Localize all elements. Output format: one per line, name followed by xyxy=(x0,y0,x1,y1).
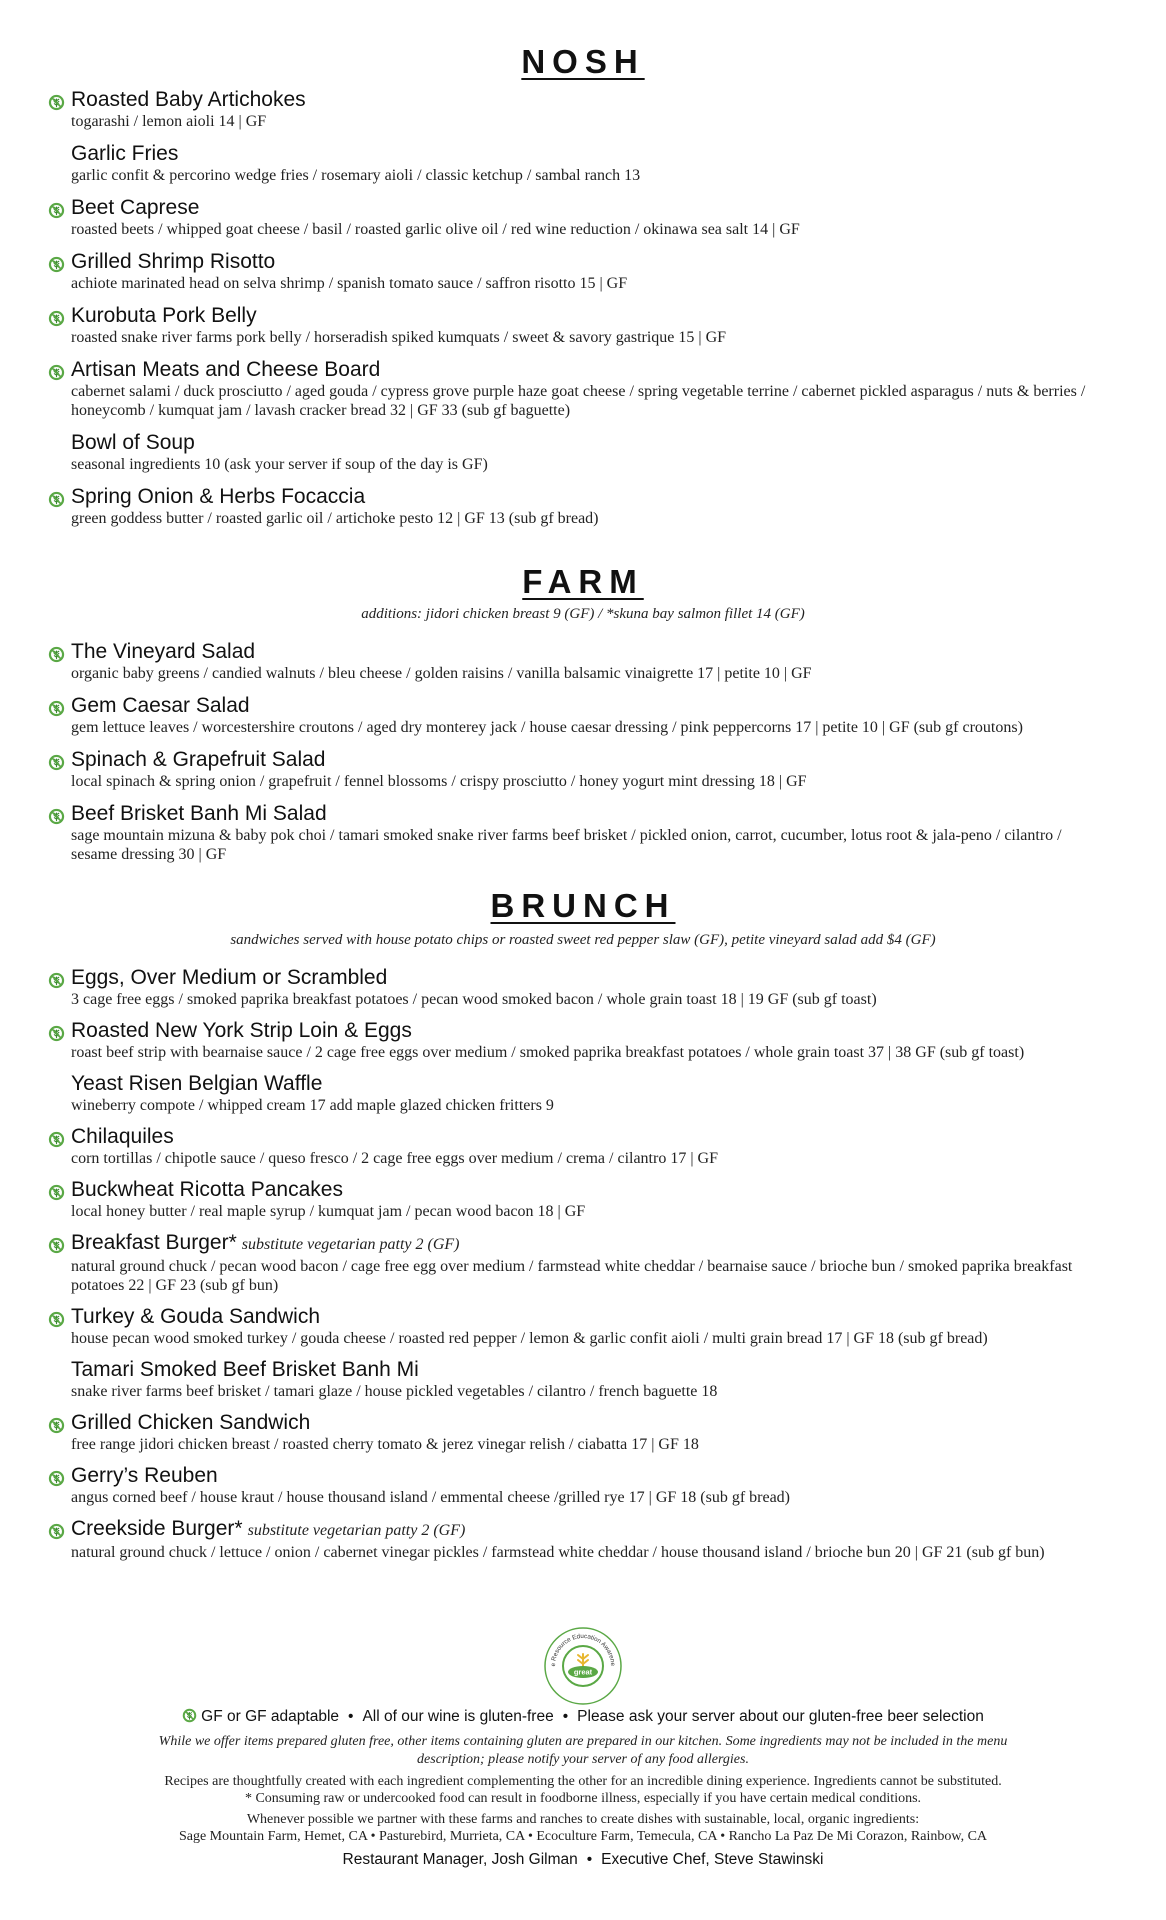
menu-item xyxy=(0,250,1166,293)
menu-item xyxy=(0,88,1166,131)
item-description: gem lettuce leaves / worcestershire croutons / aged dry monterey jack / house caesar dressing / pink peppercorns 17 | petite 10 | GF (sub gf croutons) xyxy=(71,719,1023,736)
gf-legend: GF or GF adaptable • All of our wine is gluten-free • Please ask your server about our gluten-free beer selection xyxy=(0,1706,1166,1728)
menu-item xyxy=(0,966,1166,1009)
brunch-note: sandwiches served with house potato chips or roasted sweet red pepper slaw (GF), petite vineyard salad add $4 (GF) xyxy=(230,932,936,948)
item-title: Beet Caprese xyxy=(71,196,200,219)
gluten-free-icon xyxy=(48,202,65,219)
item-title: Tamari Smoked Beef Brisket Banh Mi xyxy=(71,1358,419,1381)
item-name xyxy=(71,485,1106,509)
footer xyxy=(0,1706,1166,1869)
brunch-title: BRUNCH xyxy=(490,887,676,924)
menu-item xyxy=(0,694,1166,737)
executive-chef: Executive Chef, Steve Stawinski xyxy=(601,1851,824,1868)
item-name xyxy=(71,1358,1106,1382)
item-description: angus corned beef / house kraut / house thousand island / emmental cheese /grilled rye 17 | GF 18 (sub gf bread) xyxy=(71,1489,791,1506)
menu-item xyxy=(0,1464,1166,1507)
legend-wine: All of our wine is gluten-free xyxy=(362,1708,554,1725)
gluten-free-icon xyxy=(48,94,65,111)
item-description: corn tortillas / chipotle sauce / queso fresco / 2 cage free eggs over medium / crema / cilantro 17 | GF xyxy=(71,1150,718,1167)
item-name xyxy=(71,1411,1106,1435)
seal-word: great xyxy=(573,1667,593,1677)
gluten-free-icon xyxy=(48,700,65,717)
nosh-section xyxy=(0,42,1166,528)
item-description: house pecan wood smoked turkey / gouda cheese / roasted red pepper / lemon & garlic confit aioli / multi grain bread 17 | GF 18 (sub gf bread) xyxy=(71,1330,988,1347)
item-description: local spinach & spring onion / grapefruit / fennel blossoms / crispy prosciutto / honey yogurt mint dressing 18 | GF xyxy=(71,773,807,790)
menu-item xyxy=(0,1019,1166,1062)
gluten-free-icon xyxy=(48,1470,65,1487)
item-name xyxy=(71,304,1106,328)
item-title: Breakfast Burger* xyxy=(71,1231,237,1254)
menu-item xyxy=(0,1231,1166,1295)
item-description: snake river farms beef brisket / tamari glaze / house pickled vegetables / cilantro / french baguette 18 xyxy=(71,1383,718,1400)
item-name xyxy=(71,142,1106,166)
gluten-free-icon xyxy=(48,1025,65,1042)
item-description: sage mountain mizuna & baby pok choi / tamari smoked snake river farms beef brisket / pickled onion, carrot, cucumber, lotus root & jala-peno / cilantro / sesame dressing 30 | GF xyxy=(71,827,1062,863)
menu-item xyxy=(0,304,1166,347)
gluten-free-icon xyxy=(48,808,65,825)
menu-item xyxy=(0,640,1166,683)
item-description: wineberry compote / whipped cream 17 add maple glazed chicken fritters 9 xyxy=(71,1097,554,1114)
item-name xyxy=(71,802,1106,826)
item-name xyxy=(71,694,1106,718)
menu-item xyxy=(0,1411,1166,1454)
item-description: organic baby greens / candied walnuts / bleu cheese / golden raisins / vanilla balsamic vinaigrette 17 | petite 10 | GF xyxy=(71,665,812,682)
gluten-free-icon xyxy=(48,491,65,508)
gluten-free-icon xyxy=(48,754,65,771)
item-title: Eggs, Over Medium or Scrambled xyxy=(71,966,388,989)
menu-item xyxy=(0,142,1166,185)
staff-credits: Restaurant Manager, Josh Gilman • Executive Chef, Steve Stawinski xyxy=(342,1851,824,1868)
item-title: Beef Brisket Banh Mi Salad xyxy=(71,802,327,825)
allergy-disclaimer: While we offer items prepared gluten free, other items containing gluten are prepared in our kitchen. Some ingredients may not be included in the menu description; please notify your server of any food allergies. xyxy=(158,1734,1008,1767)
item-name xyxy=(71,358,1106,382)
item-name xyxy=(71,1231,1106,1257)
item-description: green goddess butter / roasted garlic oil / artichoke pesto 12 | GF 13 (sub gf bread) xyxy=(71,510,599,527)
item-description: roast beef strip with bearnaise sauce / 2 cage free eggs over medium / smoked paprika breakfast potatoes / whole grain toast 37 | 38 GF (sub gf toast) xyxy=(71,1044,1025,1061)
item-description: 3 cage free eggs / smoked paprika breakfast potatoes / pecan wood smoked bacon / whole grain toast 18 | 19 GF (sub gf toast) xyxy=(71,991,877,1008)
menu-item xyxy=(0,1305,1166,1348)
menu-item xyxy=(0,485,1166,528)
item-title: Bowl of Soup xyxy=(71,431,195,454)
item-description: roasted beets / whipped goat cheese / basil / roasted garlic olive oil / red wine reduction / okinawa sea salt 14 | GF xyxy=(71,221,800,238)
menu-item xyxy=(0,196,1166,239)
item-description: local honey butter / real maple syrup / kumquat jam / pecan wood bacon 18 | GF xyxy=(71,1203,586,1220)
item-description: achiote marinated head on selva shrimp / spanish tomato sauce / saffron risotto 15 | GF xyxy=(71,275,628,292)
item-title: Spinach & Grapefruit Salad xyxy=(71,748,326,771)
gluten-free-icon xyxy=(48,1523,65,1540)
item-name xyxy=(71,1464,1106,1488)
farm-section xyxy=(0,562,1166,864)
item-title: Grilled Chicken Sandwich xyxy=(71,1411,311,1434)
item-title: Roasted Baby Artichokes xyxy=(71,88,306,111)
gluten-free-icon xyxy=(48,310,65,327)
item-name xyxy=(71,431,1106,455)
item-name xyxy=(71,966,1106,990)
farm-title: FARM xyxy=(522,563,644,600)
item-description: natural ground chuck / lettuce / onion / cabernet vinegar pickles / farmstead white cheddar / house thousand island / brioche bun 20 | GF 21 (sub gf bun) xyxy=(71,1544,1045,1561)
legend-gf: GF or GF adaptable xyxy=(201,1708,340,1725)
legend-beer: Please ask your server about our gluten-free beer selection xyxy=(577,1708,984,1725)
gluten-free-icon xyxy=(48,364,65,381)
gluten-free-icon xyxy=(48,1131,65,1148)
menu-item xyxy=(0,1517,1166,1562)
item-name xyxy=(71,640,1106,664)
menu-item xyxy=(0,1178,1166,1221)
gluten-free-icon xyxy=(48,1311,65,1328)
item-title: Spring Onion & Herbs Focaccia xyxy=(71,485,366,508)
item-title: Gerry’s Reuben xyxy=(71,1464,218,1487)
item-title: Garlic Fries xyxy=(71,142,179,165)
item-description: seasonal ingredients 10 (ask your server if soup of the day is GF) xyxy=(71,456,488,473)
item-title: Yeast Risen Belgian Waffle xyxy=(71,1072,323,1095)
nosh-items xyxy=(0,88,1166,528)
nosh-title: NOSH xyxy=(521,43,645,80)
item-name xyxy=(71,196,1106,220)
item-title: Roasted New York Strip Loin & Eggs xyxy=(71,1019,412,1042)
item-substitution-note: substitute vegetarian patty 2 (GF) xyxy=(247,1522,466,1539)
item-description: cabernet salami / duck prosciutto / aged gouda / cypress grove purple haze goat cheese / spring vegetable terrine / cabernet pickled asparagus / nuts & berries / honeycomb / kumquat jam / lavash cracker bread 32 | GF 33 (sub gf baguette) xyxy=(71,383,1086,419)
restaurant-manager: Restaurant Manager, Josh Gilman xyxy=(342,1851,578,1868)
gluten-free-icon xyxy=(48,256,65,273)
item-name xyxy=(71,250,1106,274)
item-name xyxy=(71,1517,1106,1543)
item-substitution-note: substitute vegetarian patty 2 (GF) xyxy=(241,1236,460,1253)
partners-intro: Whenever possible we partner with these farms and ranches to create dishes with sustainable, local, organic ingredients: xyxy=(246,1812,920,1827)
item-title: Grilled Shrimp Risotto xyxy=(71,250,276,273)
item-name xyxy=(71,1019,1106,1043)
item-name xyxy=(71,1178,1106,1202)
brunch-section xyxy=(0,886,1166,1562)
item-name xyxy=(71,1305,1106,1329)
item-description: natural ground chuck / pecan wood bacon / cage free egg over medium / farmstead white cheddar / bearnaise sauce / brioche bun / smoked paprika breakfast potatoes 22 | GF 23 (sub gf bun) xyxy=(71,1258,1073,1294)
menu-item xyxy=(0,358,1166,420)
item-title: Artisan Meats and Cheese Board xyxy=(71,358,381,381)
item-name xyxy=(71,88,1106,112)
menu-item xyxy=(0,1125,1166,1168)
brunch-items xyxy=(0,966,1166,1562)
item-title: Gem Caesar Salad xyxy=(71,694,250,717)
gluten-free-icon xyxy=(48,972,65,989)
item-title: Turkey & Gouda Sandwich xyxy=(71,1305,321,1328)
menu-item xyxy=(0,802,1166,864)
item-description: garlic confit & percorino wedge fries / rosemary aioli / classic ketchup / sambal ranch 13 xyxy=(71,167,641,184)
item-name xyxy=(71,1125,1106,1149)
gluten-free-icon xyxy=(182,1708,197,1723)
item-title: Chilaquiles xyxy=(71,1125,174,1148)
gluten-free-icon xyxy=(48,1184,65,1201)
menu-item xyxy=(0,431,1166,474)
farm-items xyxy=(0,640,1166,864)
seal-ring-text: e Resource Education Awarene xyxy=(549,1632,617,1667)
item-title: Buckwheat Ricotta Pancakes xyxy=(71,1178,343,1201)
item-description: togarashi / lemon aioli 14 | GF xyxy=(71,113,267,130)
gluten-free-seal xyxy=(543,1626,623,1706)
raw-food-warning: * Consuming raw or undercooked food can result in foodborne illness, especially if you have certain medical conditions. xyxy=(244,1791,922,1806)
gluten-free-icon xyxy=(48,1237,65,1254)
item-title: Kurobuta Pork Belly xyxy=(71,304,257,327)
menu-item xyxy=(0,1072,1166,1115)
item-name xyxy=(71,1072,1106,1096)
gluten-free-icon xyxy=(48,646,65,663)
great-seal-icon xyxy=(543,1626,623,1706)
recipes-note: Recipes are thoughtfully created with each ingredient complementing the other for an incredible dining experience. Ingredients cannot be substituted. xyxy=(164,1774,1002,1789)
item-name xyxy=(71,748,1106,772)
item-description: free range jidori chicken breast / roasted cherry tomato & jerez vinegar relish / ciabatta 17 | GF 18 xyxy=(71,1436,699,1453)
gluten-free-icon xyxy=(48,1417,65,1434)
item-title: The Vineyard Salad xyxy=(71,640,256,663)
item-description: roasted snake river farms pork belly / horseradish spiked kumquats / sweet & savory gastrique 15 | GF xyxy=(71,329,727,346)
menu-item xyxy=(0,748,1166,791)
farm-additions-note: additions: jidori chicken breast 9 (GF) / *skuna bay salmon fillet 14 (GF) xyxy=(361,606,805,622)
menu-item xyxy=(0,1358,1166,1401)
item-title: Creekside Burger* xyxy=(71,1517,243,1540)
partners-list: Sage Mountain Farm, Hemet, CA • Pasturebird, Murrieta, CA • Ecoculture Farm, Temecula, CA • Rancho La Paz De Mi Corazon, Rainbow, CA xyxy=(178,1829,988,1844)
